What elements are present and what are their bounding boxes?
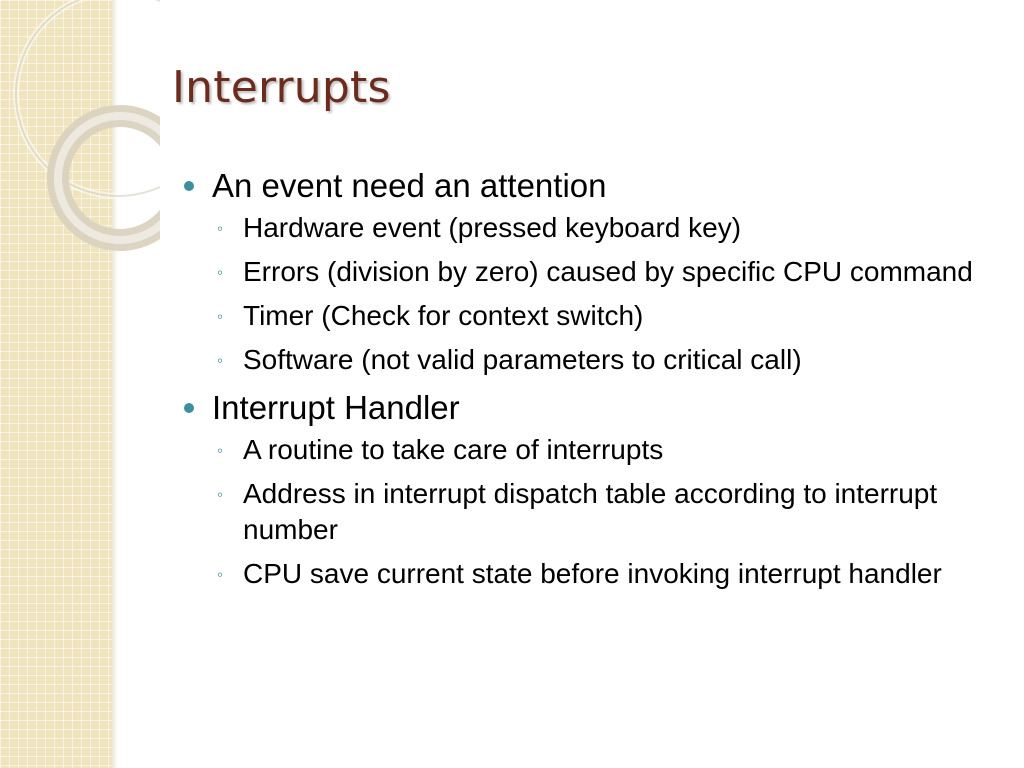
bullet-level2 [180, 210, 990, 246]
bullet-level2 [180, 298, 990, 334]
bullet-level2 [180, 476, 990, 548]
round-bullet-icon [184, 181, 194, 191]
bullet-level2 [180, 556, 990, 592]
sub-bullet-text: CPU save current state before invoking interrupt handler [243, 558, 942, 589]
sub-bullet-text: Address in interrupt dispatch table according to interrupt number [243, 478, 938, 545]
bullet-content [180, 162, 990, 600]
ring-bullet-icon: ◦ [217, 565, 224, 584]
sub-bullet-text: A routine to take care of interrupts [243, 434, 664, 465]
ring-bullet-icon: ◦ [217, 263, 224, 282]
sub-bullet-list [180, 432, 990, 592]
bullet-level1 [180, 386, 990, 430]
bullet-level1 [180, 164, 990, 208]
ring-bullet-icon: ◦ [217, 219, 224, 238]
bullet-level2 [180, 342, 990, 378]
ring-bullet-icon: ◦ [217, 441, 224, 460]
round-bullet-icon [184, 403, 194, 413]
sub-bullet-text: Software (not valid parameters to critical call) [243, 344, 802, 375]
slide-title: Interrupts [172, 62, 391, 113]
sub-bullet-text: Timer (Check for context switch) [243, 300, 644, 331]
bullet-text: An event need an attention [212, 167, 607, 204]
sub-bullet-text: Hardware event (pressed keyboard key) [243, 212, 742, 243]
ring-bullet-icon: ◦ [217, 351, 224, 370]
sub-bullet-text: Errors (division by zero) caused by specific CPU command [243, 256, 973, 287]
bullet-level2 [180, 432, 990, 468]
sub-bullet-list [180, 210, 990, 378]
decorative-rings [0, 0, 160, 280]
ring-bullet-icon: ◦ [217, 307, 224, 326]
bullet-text: Interrupt Handler [212, 389, 460, 426]
bullet-level2 [180, 254, 990, 290]
ring-bullet-icon: ◦ [217, 485, 224, 504]
